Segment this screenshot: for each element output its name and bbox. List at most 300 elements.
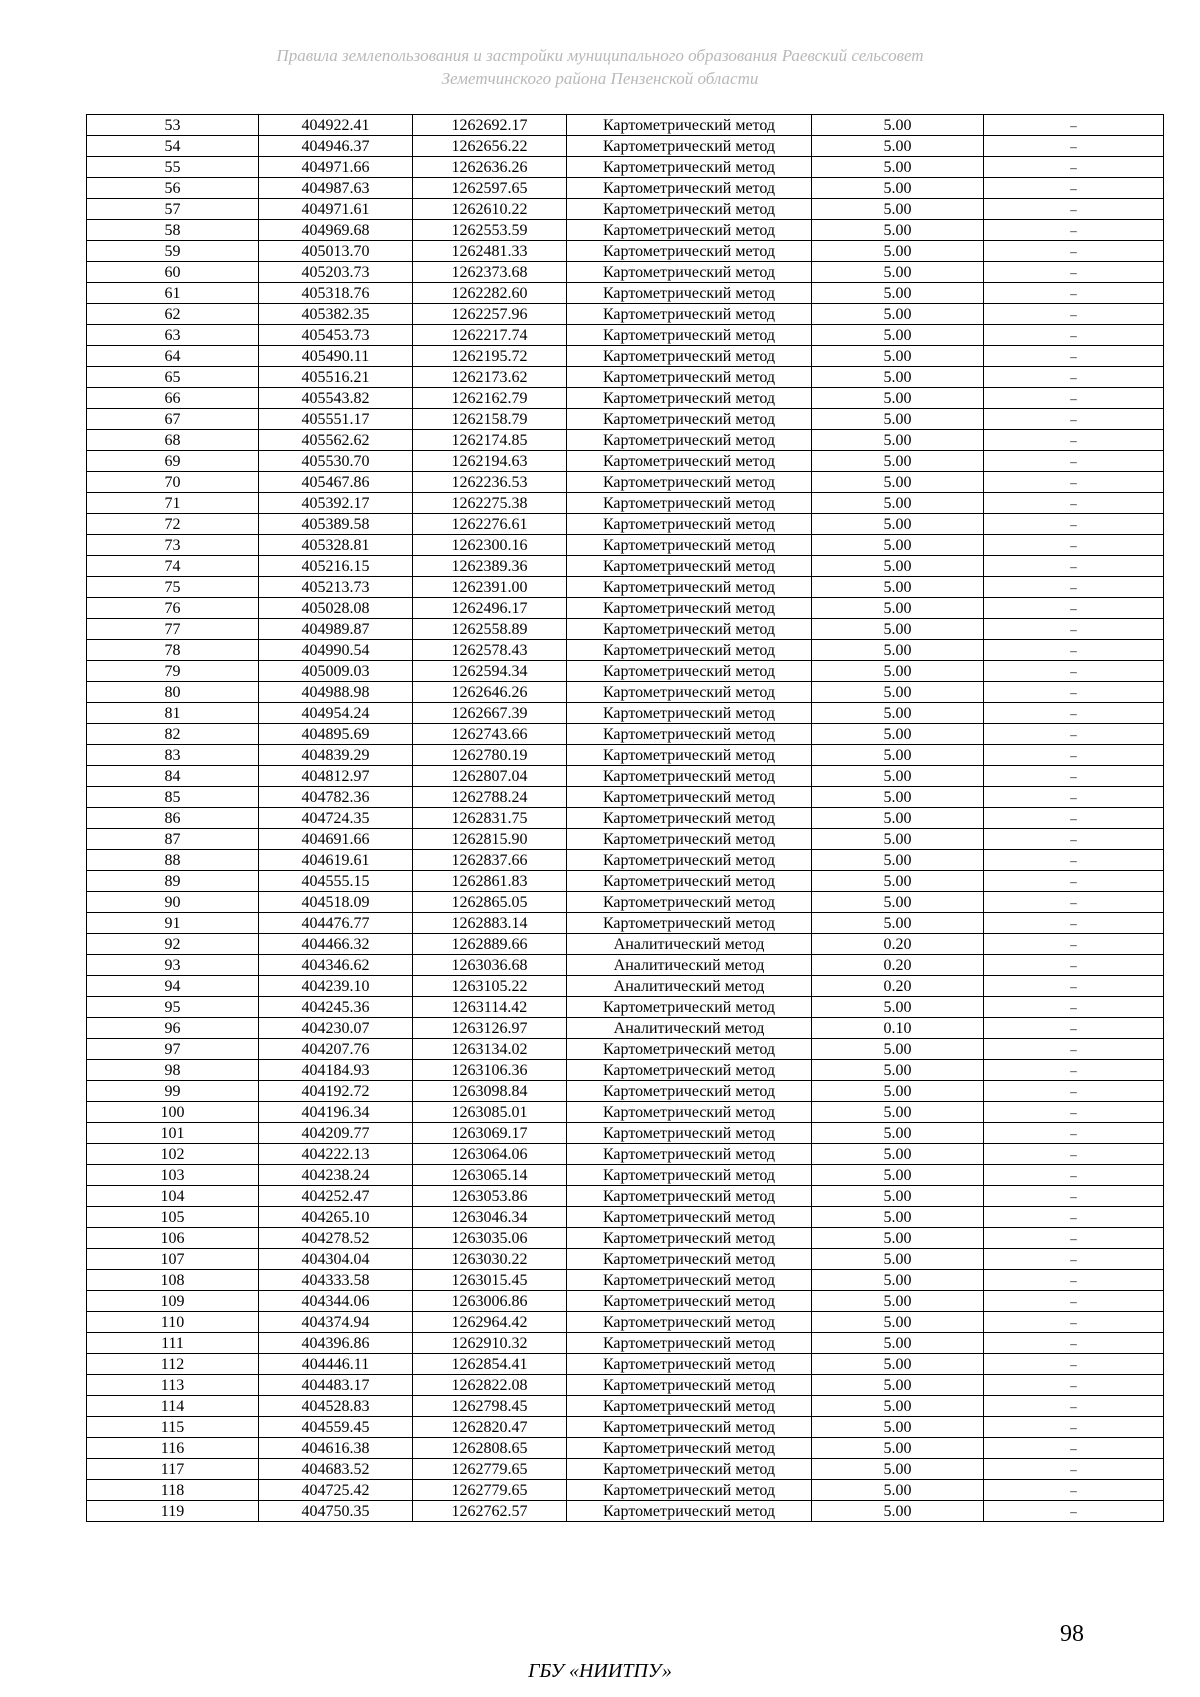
table-row <box>87 241 1164 262</box>
remark-cell: – <box>984 1039 1164 1060</box>
remark-cell: – <box>984 430 1164 451</box>
accuracy-cell: 5.00 <box>812 703 984 724</box>
accuracy-cell: 5.00 <box>812 157 984 178</box>
table-row <box>87 787 1164 808</box>
x-coordinate-cell: 404971.66 <box>259 157 413 178</box>
x-coordinate-cell: 404555.15 <box>259 871 413 892</box>
x-coordinate-cell: 404989.87 <box>259 619 413 640</box>
remark-cell: – <box>984 1018 1164 1039</box>
remark-cell: – <box>984 1186 1164 1207</box>
remark-cell: – <box>984 766 1164 787</box>
y-coordinate-cell: 1262373.68 <box>413 262 567 283</box>
remark-cell: – <box>984 955 1164 976</box>
remark-cell: – <box>984 1354 1164 1375</box>
y-coordinate-cell: 1262692.17 <box>413 115 567 136</box>
table-row <box>87 1144 1164 1165</box>
point-number-cell: 82 <box>87 724 259 745</box>
remark-cell: – <box>984 1060 1164 1081</box>
table-row <box>87 1354 1164 1375</box>
x-coordinate-cell: 404839.29 <box>259 745 413 766</box>
y-coordinate-cell: 1262807.04 <box>413 766 567 787</box>
point-number-cell: 71 <box>87 493 259 514</box>
table-row <box>87 556 1164 577</box>
method-cell: Картометрический метод <box>567 1228 812 1249</box>
accuracy-cell: 5.00 <box>812 1354 984 1375</box>
table-row <box>87 409 1164 430</box>
remark-cell: – <box>984 724 1164 745</box>
method-cell: Картометрический метод <box>567 199 812 220</box>
point-number-cell: 95 <box>87 997 259 1018</box>
x-coordinate-cell: 404616.38 <box>259 1438 413 1459</box>
x-coordinate-cell: 404252.47 <box>259 1186 413 1207</box>
table-row <box>87 1165 1164 1186</box>
x-coordinate-cell: 404922.41 <box>259 115 413 136</box>
accuracy-cell: 5.00 <box>812 640 984 661</box>
point-number-cell: 118 <box>87 1480 259 1501</box>
header-line-2: Земетчинского района Пензенской области <box>441 69 759 88</box>
table-row <box>87 1186 1164 1207</box>
table-row <box>87 220 1164 241</box>
remark-cell: – <box>984 178 1164 199</box>
remark-cell: – <box>984 283 1164 304</box>
point-number-cell: 100 <box>87 1102 259 1123</box>
remark-cell: – <box>984 1270 1164 1291</box>
y-coordinate-cell: 1263069.17 <box>413 1123 567 1144</box>
table-row <box>87 1249 1164 1270</box>
point-number-cell: 81 <box>87 703 259 724</box>
point-number-cell: 64 <box>87 346 259 367</box>
x-coordinate-cell: 405382.35 <box>259 304 413 325</box>
method-cell: Картометрический метод <box>567 325 812 346</box>
method-cell: Картометрический метод <box>567 661 812 682</box>
remark-cell: – <box>984 1291 1164 1312</box>
point-number-cell: 108 <box>87 1270 259 1291</box>
y-coordinate-cell: 1262300.16 <box>413 535 567 556</box>
method-cell: Картометрический метод <box>567 388 812 409</box>
accuracy-cell: 5.00 <box>812 829 984 850</box>
method-cell: Картометрический метод <box>567 1354 812 1375</box>
x-coordinate-cell: 404209.77 <box>259 1123 413 1144</box>
table-row <box>87 850 1164 871</box>
y-coordinate-cell: 1262865.05 <box>413 892 567 913</box>
table-row <box>87 115 1164 136</box>
x-coordinate-cell: 404988.98 <box>259 682 413 703</box>
coordinates-table-body <box>87 115 1164 1522</box>
remark-cell: – <box>984 1501 1164 1522</box>
x-coordinate-cell: 405562.62 <box>259 430 413 451</box>
point-number-cell: 91 <box>87 913 259 934</box>
method-cell: Картометрический метод <box>567 535 812 556</box>
remark-cell: – <box>984 661 1164 682</box>
page-footer: ГБУ «НИИТПУ» <box>528 1660 672 1682</box>
accuracy-cell: 5.00 <box>812 850 984 871</box>
y-coordinate-cell: 1263085.01 <box>413 1102 567 1123</box>
remark-cell: – <box>984 829 1164 850</box>
table-row <box>87 1333 1164 1354</box>
table-row <box>87 703 1164 724</box>
x-coordinate-cell: 404207.76 <box>259 1039 413 1060</box>
method-cell: Картометрический метод <box>567 1375 812 1396</box>
remark-cell: – <box>984 997 1164 1018</box>
y-coordinate-cell: 1263035.06 <box>413 1228 567 1249</box>
method-cell: Картометрический метод <box>567 514 812 535</box>
y-coordinate-cell: 1262391.00 <box>413 577 567 598</box>
method-cell: Картометрический метод <box>567 1270 812 1291</box>
remark-cell: – <box>984 115 1164 136</box>
remark-cell: – <box>984 577 1164 598</box>
x-coordinate-cell: 404446.11 <box>259 1354 413 1375</box>
table-row <box>87 1312 1164 1333</box>
accuracy-cell: 5.00 <box>812 367 984 388</box>
point-number-cell: 114 <box>87 1396 259 1417</box>
y-coordinate-cell: 1262282.60 <box>413 283 567 304</box>
x-coordinate-cell: 404990.54 <box>259 640 413 661</box>
accuracy-cell: 5.00 <box>812 556 984 577</box>
accuracy-cell: 5.00 <box>812 283 984 304</box>
method-cell: Картометрический метод <box>567 493 812 514</box>
point-number-cell: 54 <box>87 136 259 157</box>
table-row <box>87 283 1164 304</box>
method-cell: Картометрический метод <box>567 115 812 136</box>
remark-cell: – <box>984 472 1164 493</box>
y-coordinate-cell: 1263064.06 <box>413 1144 567 1165</box>
method-cell: Картометрический метод <box>567 619 812 640</box>
x-coordinate-cell: 404222.13 <box>259 1144 413 1165</box>
accuracy-cell: 0.20 <box>812 976 984 997</box>
y-coordinate-cell: 1263105.22 <box>413 976 567 997</box>
table-row <box>87 640 1164 661</box>
remark-cell: – <box>984 1459 1164 1480</box>
remark-cell: – <box>984 934 1164 955</box>
x-coordinate-cell: 404954.24 <box>259 703 413 724</box>
point-number-cell: 117 <box>87 1459 259 1480</box>
remark-cell: – <box>984 220 1164 241</box>
y-coordinate-cell: 1262779.65 <box>413 1480 567 1501</box>
method-cell: Картометрический метод <box>567 577 812 598</box>
method-cell: Картометрический метод <box>567 409 812 430</box>
table-row <box>87 766 1164 787</box>
remark-cell: – <box>984 1144 1164 1165</box>
table-row <box>87 1396 1164 1417</box>
point-number-cell: 80 <box>87 682 259 703</box>
remark-cell: – <box>984 640 1164 661</box>
point-number-cell: 78 <box>87 640 259 661</box>
x-coordinate-cell: 404619.61 <box>259 850 413 871</box>
accuracy-cell: 5.00 <box>812 535 984 556</box>
remark-cell: – <box>984 1228 1164 1249</box>
table-row <box>87 745 1164 766</box>
accuracy-cell: 5.00 <box>812 1081 984 1102</box>
y-coordinate-cell: 1262788.24 <box>413 787 567 808</box>
point-number-cell: 69 <box>87 451 259 472</box>
remark-cell: – <box>984 535 1164 556</box>
y-coordinate-cell: 1263015.45 <box>413 1270 567 1291</box>
accuracy-cell: 5.00 <box>812 178 984 199</box>
accuracy-cell: 0.20 <box>812 934 984 955</box>
table-row <box>87 1438 1164 1459</box>
point-number-cell: 90 <box>87 892 259 913</box>
method-cell: Картометрический метод <box>567 682 812 703</box>
y-coordinate-cell: 1262594.34 <box>413 661 567 682</box>
point-number-cell: 112 <box>87 1354 259 1375</box>
x-coordinate-cell: 405318.76 <box>259 283 413 304</box>
point-number-cell: 84 <box>87 766 259 787</box>
remark-cell: – <box>984 703 1164 724</box>
y-coordinate-cell: 1262854.41 <box>413 1354 567 1375</box>
point-number-cell: 65 <box>87 367 259 388</box>
y-coordinate-cell: 1263106.36 <box>413 1060 567 1081</box>
accuracy-cell: 5.00 <box>812 262 984 283</box>
x-coordinate-cell: 405530.70 <box>259 451 413 472</box>
point-number-cell: 88 <box>87 850 259 871</box>
point-number-cell: 56 <box>87 178 259 199</box>
method-cell: Картометрический метод <box>567 724 812 745</box>
point-number-cell: 86 <box>87 808 259 829</box>
method-cell: Картометрический метод <box>567 1480 812 1501</box>
y-coordinate-cell: 1263046.34 <box>413 1207 567 1228</box>
y-coordinate-cell: 1262889.66 <box>413 934 567 955</box>
accuracy-cell: 5.00 <box>812 1480 984 1501</box>
table-row <box>87 1102 1164 1123</box>
remark-cell: – <box>984 493 1164 514</box>
accuracy-cell: 5.00 <box>812 724 984 745</box>
page-header <box>0 44 1200 90</box>
table-row <box>87 1039 1164 1060</box>
remark-cell: – <box>984 976 1164 997</box>
point-number-cell: 58 <box>87 220 259 241</box>
method-cell: Картометрический метод <box>567 1291 812 1312</box>
x-coordinate-cell: 405516.21 <box>259 367 413 388</box>
y-coordinate-cell: 1262597.65 <box>413 178 567 199</box>
y-coordinate-cell: 1262174.85 <box>413 430 567 451</box>
table-row <box>87 598 1164 619</box>
method-cell: Картометрический метод <box>567 997 812 1018</box>
x-coordinate-cell: 404782.36 <box>259 787 413 808</box>
table-row <box>87 325 1164 346</box>
x-coordinate-cell: 404750.35 <box>259 1501 413 1522</box>
point-number-cell: 92 <box>87 934 259 955</box>
x-coordinate-cell: 404812.97 <box>259 766 413 787</box>
y-coordinate-cell: 1262910.32 <box>413 1333 567 1354</box>
accuracy-cell: 5.00 <box>812 1459 984 1480</box>
remark-cell: – <box>984 241 1164 262</box>
method-cell: Картометрический метод <box>567 1102 812 1123</box>
x-coordinate-cell: 404483.17 <box>259 1375 413 1396</box>
accuracy-cell: 5.00 <box>812 1060 984 1081</box>
method-cell: Картометрический метод <box>567 304 812 325</box>
table-row <box>87 178 1164 199</box>
method-cell: Картометрический метод <box>567 1396 812 1417</box>
y-coordinate-cell: 1262820.47 <box>413 1417 567 1438</box>
y-coordinate-cell: 1262158.79 <box>413 409 567 430</box>
accuracy-cell: 5.00 <box>812 1291 984 1312</box>
method-cell: Картометрический метод <box>567 1417 812 1438</box>
y-coordinate-cell: 1263006.86 <box>413 1291 567 1312</box>
x-coordinate-cell: 404987.63 <box>259 178 413 199</box>
y-coordinate-cell: 1262831.75 <box>413 808 567 829</box>
x-coordinate-cell: 405013.70 <box>259 241 413 262</box>
point-number-cell: 87 <box>87 829 259 850</box>
x-coordinate-cell: 405392.17 <box>259 493 413 514</box>
y-coordinate-cell: 1262217.74 <box>413 325 567 346</box>
accuracy-cell: 5.00 <box>812 913 984 934</box>
method-cell: Картометрический метод <box>567 1312 812 1333</box>
accuracy-cell: 5.00 <box>812 1501 984 1522</box>
accuracy-cell: 5.00 <box>812 871 984 892</box>
accuracy-cell: 5.00 <box>812 472 984 493</box>
accuracy-cell: 5.00 <box>812 1123 984 1144</box>
x-coordinate-cell: 404518.09 <box>259 892 413 913</box>
accuracy-cell: 5.00 <box>812 892 984 913</box>
accuracy-cell: 5.00 <box>812 598 984 619</box>
table-row <box>87 1375 1164 1396</box>
point-number-cell: 66 <box>87 388 259 409</box>
remark-cell: – <box>984 136 1164 157</box>
point-number-cell: 83 <box>87 745 259 766</box>
table-row <box>87 1417 1164 1438</box>
accuracy-cell: 5.00 <box>812 1102 984 1123</box>
y-coordinate-cell: 1263053.86 <box>413 1186 567 1207</box>
x-coordinate-cell: 405543.82 <box>259 388 413 409</box>
method-cell: Картометрический метод <box>567 430 812 451</box>
y-coordinate-cell: 1262276.61 <box>413 514 567 535</box>
y-coordinate-cell: 1262743.66 <box>413 724 567 745</box>
y-coordinate-cell: 1262236.53 <box>413 472 567 493</box>
accuracy-cell: 5.00 <box>812 997 984 1018</box>
method-cell: Картометрический метод <box>567 1123 812 1144</box>
point-number-cell: 62 <box>87 304 259 325</box>
point-number-cell: 63 <box>87 325 259 346</box>
remark-cell: – <box>984 262 1164 283</box>
remark-cell: – <box>984 451 1164 472</box>
remark-cell: – <box>984 808 1164 829</box>
accuracy-cell: 0.10 <box>812 1018 984 1039</box>
remark-cell: – <box>984 682 1164 703</box>
method-cell: Картометрический метод <box>567 1165 812 1186</box>
accuracy-cell: 5.00 <box>812 577 984 598</box>
x-coordinate-cell: 404476.77 <box>259 913 413 934</box>
method-cell: Картометрический метод <box>567 136 812 157</box>
table-row <box>87 1291 1164 1312</box>
method-cell: Аналитический метод <box>567 1018 812 1039</box>
accuracy-cell: 5.00 <box>812 1228 984 1249</box>
x-coordinate-cell: 404344.06 <box>259 1291 413 1312</box>
remark-cell: – <box>984 1102 1164 1123</box>
table-row <box>87 997 1164 1018</box>
point-number-cell: 115 <box>87 1417 259 1438</box>
page-number: 98 <box>1060 1621 1084 1647</box>
point-number-cell: 57 <box>87 199 259 220</box>
y-coordinate-cell: 1262837.66 <box>413 850 567 871</box>
remark-cell: – <box>984 871 1164 892</box>
point-number-cell: 61 <box>87 283 259 304</box>
method-cell: Картометрический метод <box>567 598 812 619</box>
remark-cell: – <box>984 1312 1164 1333</box>
table-row <box>87 262 1164 283</box>
table-row <box>87 661 1164 682</box>
point-number-cell: 111 <box>87 1333 259 1354</box>
point-number-cell: 77 <box>87 619 259 640</box>
table-row <box>87 535 1164 556</box>
y-coordinate-cell: 1262275.38 <box>413 493 567 514</box>
table-row <box>87 451 1164 472</box>
table-row <box>87 136 1164 157</box>
x-coordinate-cell: 404396.86 <box>259 1333 413 1354</box>
x-coordinate-cell: 404683.52 <box>259 1459 413 1480</box>
accuracy-cell: 5.00 <box>812 241 984 262</box>
x-coordinate-cell: 404895.69 <box>259 724 413 745</box>
method-cell: Аналитический метод <box>567 976 812 997</box>
accuracy-cell: 5.00 <box>812 346 984 367</box>
table-row <box>87 472 1164 493</box>
method-cell: Картометрический метод <box>567 262 812 283</box>
x-coordinate-cell: 405203.73 <box>259 262 413 283</box>
remark-cell: – <box>984 913 1164 934</box>
point-number-cell: 96 <box>87 1018 259 1039</box>
accuracy-cell: 5.00 <box>812 304 984 325</box>
x-coordinate-cell: 404346.62 <box>259 955 413 976</box>
x-coordinate-cell: 405467.86 <box>259 472 413 493</box>
coordinates-table <box>86 114 1164 1522</box>
table-row <box>87 1270 1164 1291</box>
table-row <box>87 682 1164 703</box>
header-line-1: Правила землепользования и застройки муниципального образования Раевский сельсовет <box>276 46 924 65</box>
accuracy-cell: 5.00 <box>812 388 984 409</box>
y-coordinate-cell: 1262195.72 <box>413 346 567 367</box>
method-cell: Картометрический метод <box>567 1501 812 1522</box>
point-number-cell: 116 <box>87 1438 259 1459</box>
accuracy-cell: 5.00 <box>812 1417 984 1438</box>
accuracy-cell: 5.00 <box>812 787 984 808</box>
table-row <box>87 619 1164 640</box>
x-coordinate-cell: 404725.42 <box>259 1480 413 1501</box>
point-number-cell: 55 <box>87 157 259 178</box>
table-row <box>87 199 1164 220</box>
method-cell: Картометрический метод <box>567 1039 812 1060</box>
point-number-cell: 70 <box>87 472 259 493</box>
y-coordinate-cell: 1262162.79 <box>413 388 567 409</box>
accuracy-cell: 5.00 <box>812 115 984 136</box>
method-cell: Картометрический метод <box>567 451 812 472</box>
remark-cell: – <box>984 1438 1164 1459</box>
x-coordinate-cell: 404528.83 <box>259 1396 413 1417</box>
y-coordinate-cell: 1263030.22 <box>413 1249 567 1270</box>
point-number-cell: 60 <box>87 262 259 283</box>
remark-cell: – <box>984 1375 1164 1396</box>
remark-cell: – <box>984 1081 1164 1102</box>
point-number-cell: 76 <box>87 598 259 619</box>
remark-cell: – <box>984 304 1164 325</box>
method-cell: Картометрический метод <box>567 703 812 724</box>
point-number-cell: 68 <box>87 430 259 451</box>
method-cell: Картометрический метод <box>567 220 812 241</box>
table-row <box>87 304 1164 325</box>
y-coordinate-cell: 1262257.96 <box>413 304 567 325</box>
point-number-cell: 79 <box>87 661 259 682</box>
point-number-cell: 93 <box>87 955 259 976</box>
point-number-cell: 101 <box>87 1123 259 1144</box>
y-coordinate-cell: 1262656.22 <box>413 136 567 157</box>
accuracy-cell: 5.00 <box>812 1165 984 1186</box>
remark-cell: – <box>984 346 1164 367</box>
y-coordinate-cell: 1262646.26 <box>413 682 567 703</box>
method-cell: Картометрический метод <box>567 1144 812 1165</box>
accuracy-cell: 5.00 <box>812 451 984 472</box>
table-row <box>87 808 1164 829</box>
method-cell: Аналитический метод <box>567 955 812 976</box>
point-number-cell: 102 <box>87 1144 259 1165</box>
table-row <box>87 955 1164 976</box>
